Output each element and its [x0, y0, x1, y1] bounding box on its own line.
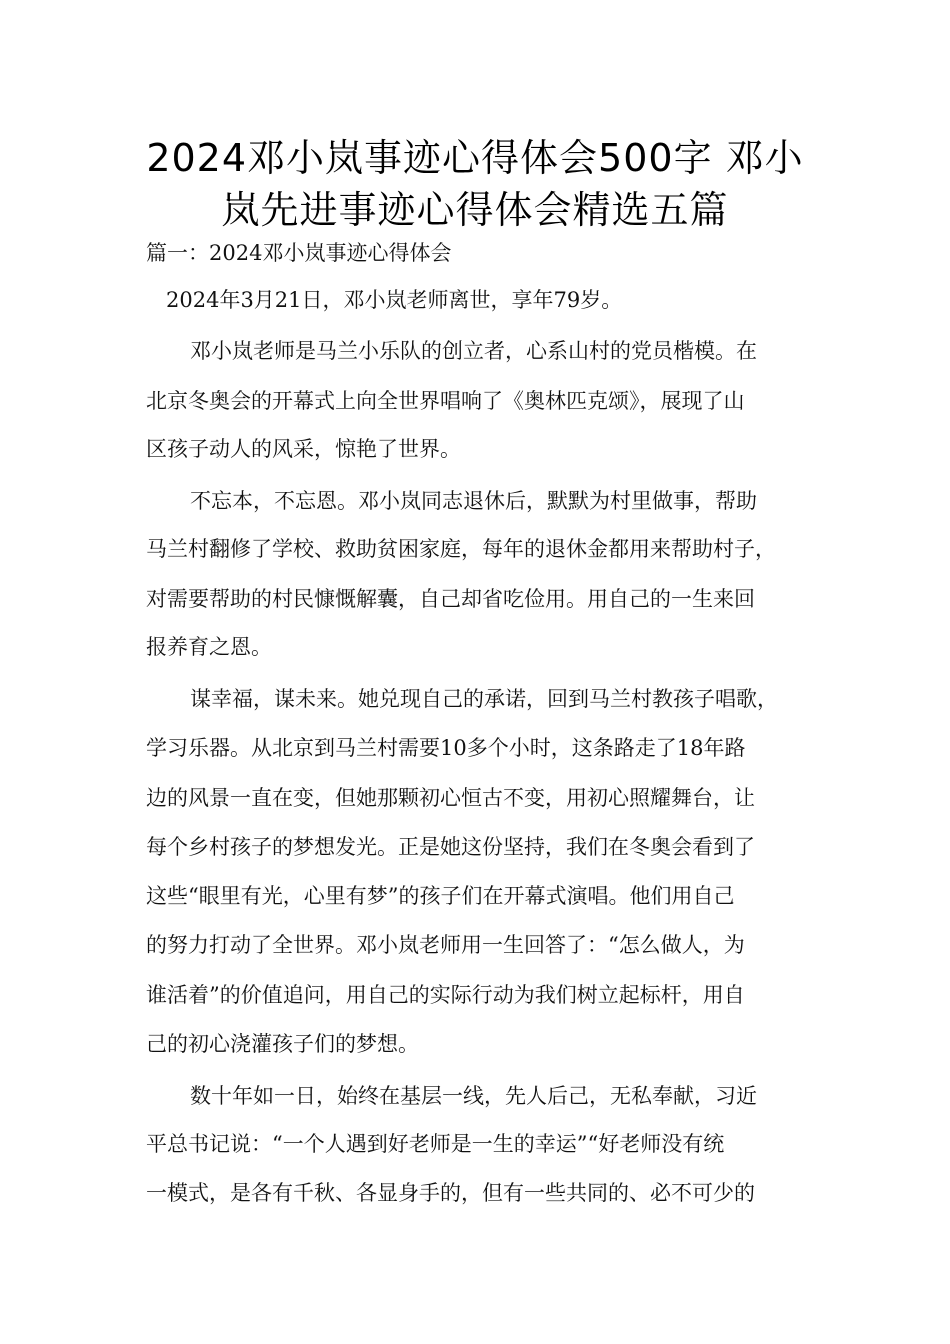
paragraph-line: 边的风景一直在变，但她那颗初心恒古不变，用初心照耀舞台，让 [146, 786, 755, 810]
paragraph-line: 区孩子动人的风采，惊艳了世界。 [146, 437, 461, 461]
paragraph-line: 2024年3月21日，邓小岚老师离世，享年79岁。 [166, 288, 623, 312]
paragraph-line: 北京冬奥会的开幕式上向全世界唱响了《奥林匹克颂》，展现了山 [146, 389, 745, 413]
document-title-line-1: 2024邓小岚事迹心得体会500字 邓小 [146, 136, 804, 180]
paragraph-line: 己的初心浇灌孩子们的梦想。 [146, 1032, 419, 1056]
section-heading: 篇一：2024邓小岚事迹心得体会 [146, 241, 452, 265]
paragraph-line: 这些“眼里有光，心里有梦”的孩子们在开幕式演唱。他们用自己 [146, 884, 735, 908]
paragraph-line: 学习乐器。从北京到马兰村需要10多个小时，这条路走了18年路 [146, 736, 746, 760]
paragraph-line: 谋幸福，谋未来。她兑现自己的承诺，回到马兰村教孩子唱歌， [190, 687, 778, 711]
paragraph-line: 报养育之恩。 [146, 635, 272, 659]
paragraph-line: 对需要帮助的村民慷慨解囊，自己却省吃俭用。用自己的一生来回 [146, 587, 755, 611]
paragraph-line: 每个乡村孩子的梦想发光。正是她这份坚持，我们在冬奥会看到了 [146, 835, 755, 859]
paragraph-line: 平总书记说：“一个人遇到好老师是一生的幸运”“好老师没有统 [146, 1132, 725, 1156]
paragraph-line: 不忘本，不忘恩。邓小岚同志退休后，默默为村里做事，帮助 [190, 489, 757, 513]
paragraph-line: 邓小岚老师是马兰小乐队的创立者，心系山村的党员楷模。在 [190, 339, 757, 363]
paragraph-line: 一模式，是各有千秋、各显身手的，但有一些共同的、必不可少的 [146, 1181, 755, 1205]
paragraph-line: 数十年如一日，始终在基层一线，先人后己，无私奉献，习近 [190, 1084, 757, 1108]
paragraph-line: 马兰村翻修了学校、救助贫困家庭，每年的退休金都用来帮助村子， [146, 537, 776, 561]
paragraph-line: 的努力打动了全世界。邓小岚老师用一生回答了：“怎么做人，为 [146, 933, 745, 957]
paragraph-line: 谁活着”的价值追问，用自己的实际行动为我们树立起标杆，用自 [146, 983, 745, 1007]
document-title-line-2: 岚先进事迹心得体会精选五篇 [221, 188, 729, 232]
